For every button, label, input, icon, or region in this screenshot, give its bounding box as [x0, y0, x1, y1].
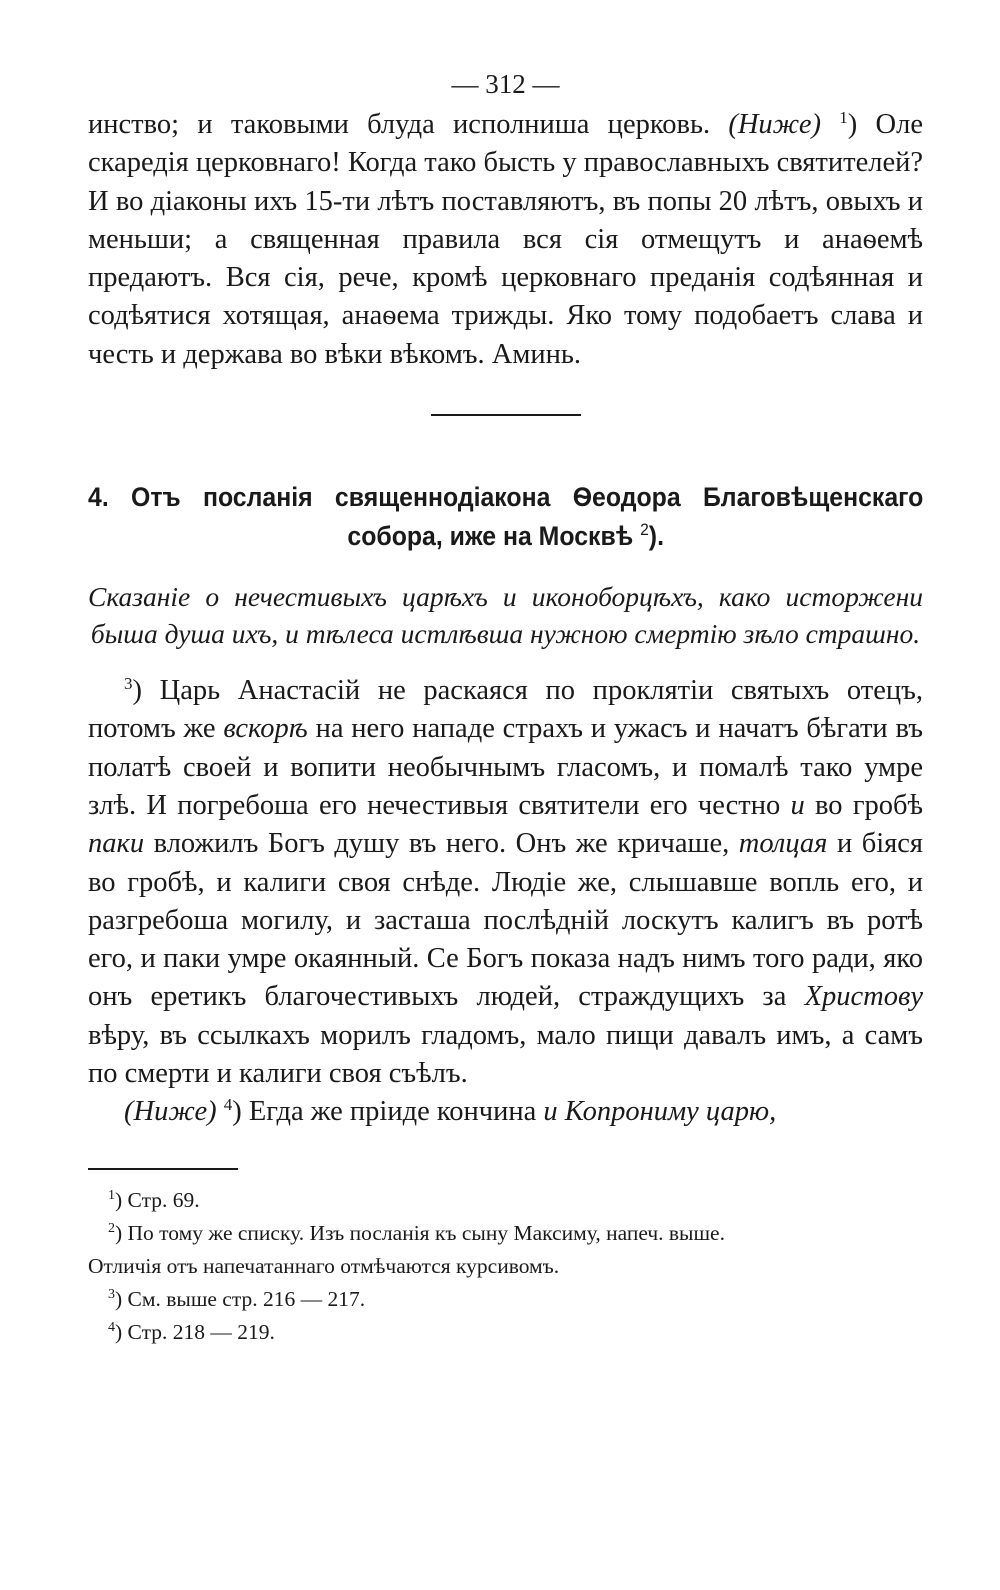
footnote-ref-1[interactable]: 1 [839, 108, 848, 127]
top-text-1: инство; и таковыми блуда исполниша церковь. [88, 109, 729, 140]
footnote-3-num: 3 [108, 1286, 115, 1302]
footnote-2-text: ) По тому же списку. Изъ посланія къ сыну Максиму, напеч. выше. [115, 1220, 725, 1245]
last-ref-label: (Ниже) [124, 1096, 217, 1128]
footnote-ref-4[interactable]: 4 [223, 1095, 233, 1115]
last-italic-1: и Копрониму царю, [543, 1096, 777, 1128]
main-italic-5: Христову [804, 981, 923, 1013]
footnote-1-text: ) Стр. 69. [115, 1187, 200, 1212]
footnote-4 [88, 1316, 923, 1349]
footnote-ref-2[interactable]: 2 [640, 520, 649, 540]
main-paragraph [88, 672, 923, 1093]
book-page [88, 62, 923, 1349]
main-italic-1: вскорѣ [223, 713, 308, 745]
last-line [88, 1093, 923, 1131]
footnote-2-continued: Отличія отъ напечатаннаго отмѣчаются курсивомъ. [88, 1253, 560, 1278]
main-text-4: вложилъ Богъ душу въ него. Онъ же кричаше, [144, 828, 739, 860]
footnote-4-text: ) Стр. 218 — 219. [115, 1319, 275, 1344]
main-text-3: во гробѣ [804, 789, 923, 821]
main-italic-4: толцая [738, 828, 828, 860]
top-text-2: ) Оле скаредія церковнаго! Когда тако бысть у православныхъ святителей? И во діаконы ихъ 15-ти лѣтъ поставляютъ, въ попы 20 лѣтъ, овыхъ и меньши; а священная правила вся сія отмещутъ и анаѳемѣ предаютъ. Вся сія, рече, кромѣ церковнаго преданія содѣянная и содѣятися хотящая, анаѳема трижды. Яко тому подобаетъ слава и честь и держава во вѣки вѣкомъ. Аминь. [88, 109, 923, 370]
footnote-1-num: 1 [108, 1187, 115, 1203]
main-italic-3: паки [88, 828, 145, 860]
main-text-2: на него нападе страхъ и ужасъ и начатъ бѣгати въ полатѣ своей и вопити необычнымъ гласомъ, и помалѣ тако умре злѣ. И погребоша его нечестивыя святители его честно [88, 713, 924, 821]
main-text-6: вѣру, въ ссылкахъ морилъ гладомъ, мало пищи давалъ имъ, а самъ по смерти и калиги своя съѣлъ. [88, 1019, 923, 1090]
last-text-1: ) Егда же пріиде кончина [232, 1096, 544, 1128]
footnote-1 [88, 1184, 923, 1217]
section-divider [431, 414, 581, 416]
main-text-1: ) Царь Анастасій не раскаяся по проклятіи святыхъ отецъ, потомъ же [88, 675, 923, 745]
footnote-3-text: ) См. выше стр. 216 — 217. [115, 1286, 366, 1311]
footnote-ref-3[interactable]: 3 [124, 674, 133, 694]
page-number: — 312 — [451, 69, 560, 99]
footnote-4-num: 4 [108, 1319, 115, 1335]
footnote-divider [88, 1168, 238, 1170]
footnote-2 [88, 1217, 923, 1250]
section-heading [88, 478, 923, 556]
section-subtitle: Сказаніе о нечестивыхъ царѣхъ и иконоборцѣхъ, како исторжени быша душа ихъ, и тѣлеса истлѣвша нужною смертію зѣло страшно. [88, 581, 923, 650]
footnote-3 [88, 1283, 923, 1316]
footnotes [88, 1184, 923, 1349]
top-paragraph [88, 106, 923, 374]
footnote-2-num: 2 [108, 1220, 115, 1236]
section-heading-text: 4. Отъ посланія священнодіакона Ѳеодора Благовѣщенскаго собора, иже на Москвѣ [88, 482, 924, 552]
main-italic-2: и [790, 789, 805, 821]
main-text-5: и біяся во гробѣ, и калиги своя снѣде. Людіе же, слышавше вопль его, и разгребоша могилу, и засташа послѣдній лоскутъ калигъ въ ротѣ его, и паки умре окаянный. Се Богъ показа надъ нимъ того ради, яко онъ еретикъ благочестивыхъ людей, страждущихъ за [88, 828, 924, 1013]
top-ref-label: (Ниже) [728, 109, 821, 140]
section-heading-end: ). [648, 521, 664, 552]
